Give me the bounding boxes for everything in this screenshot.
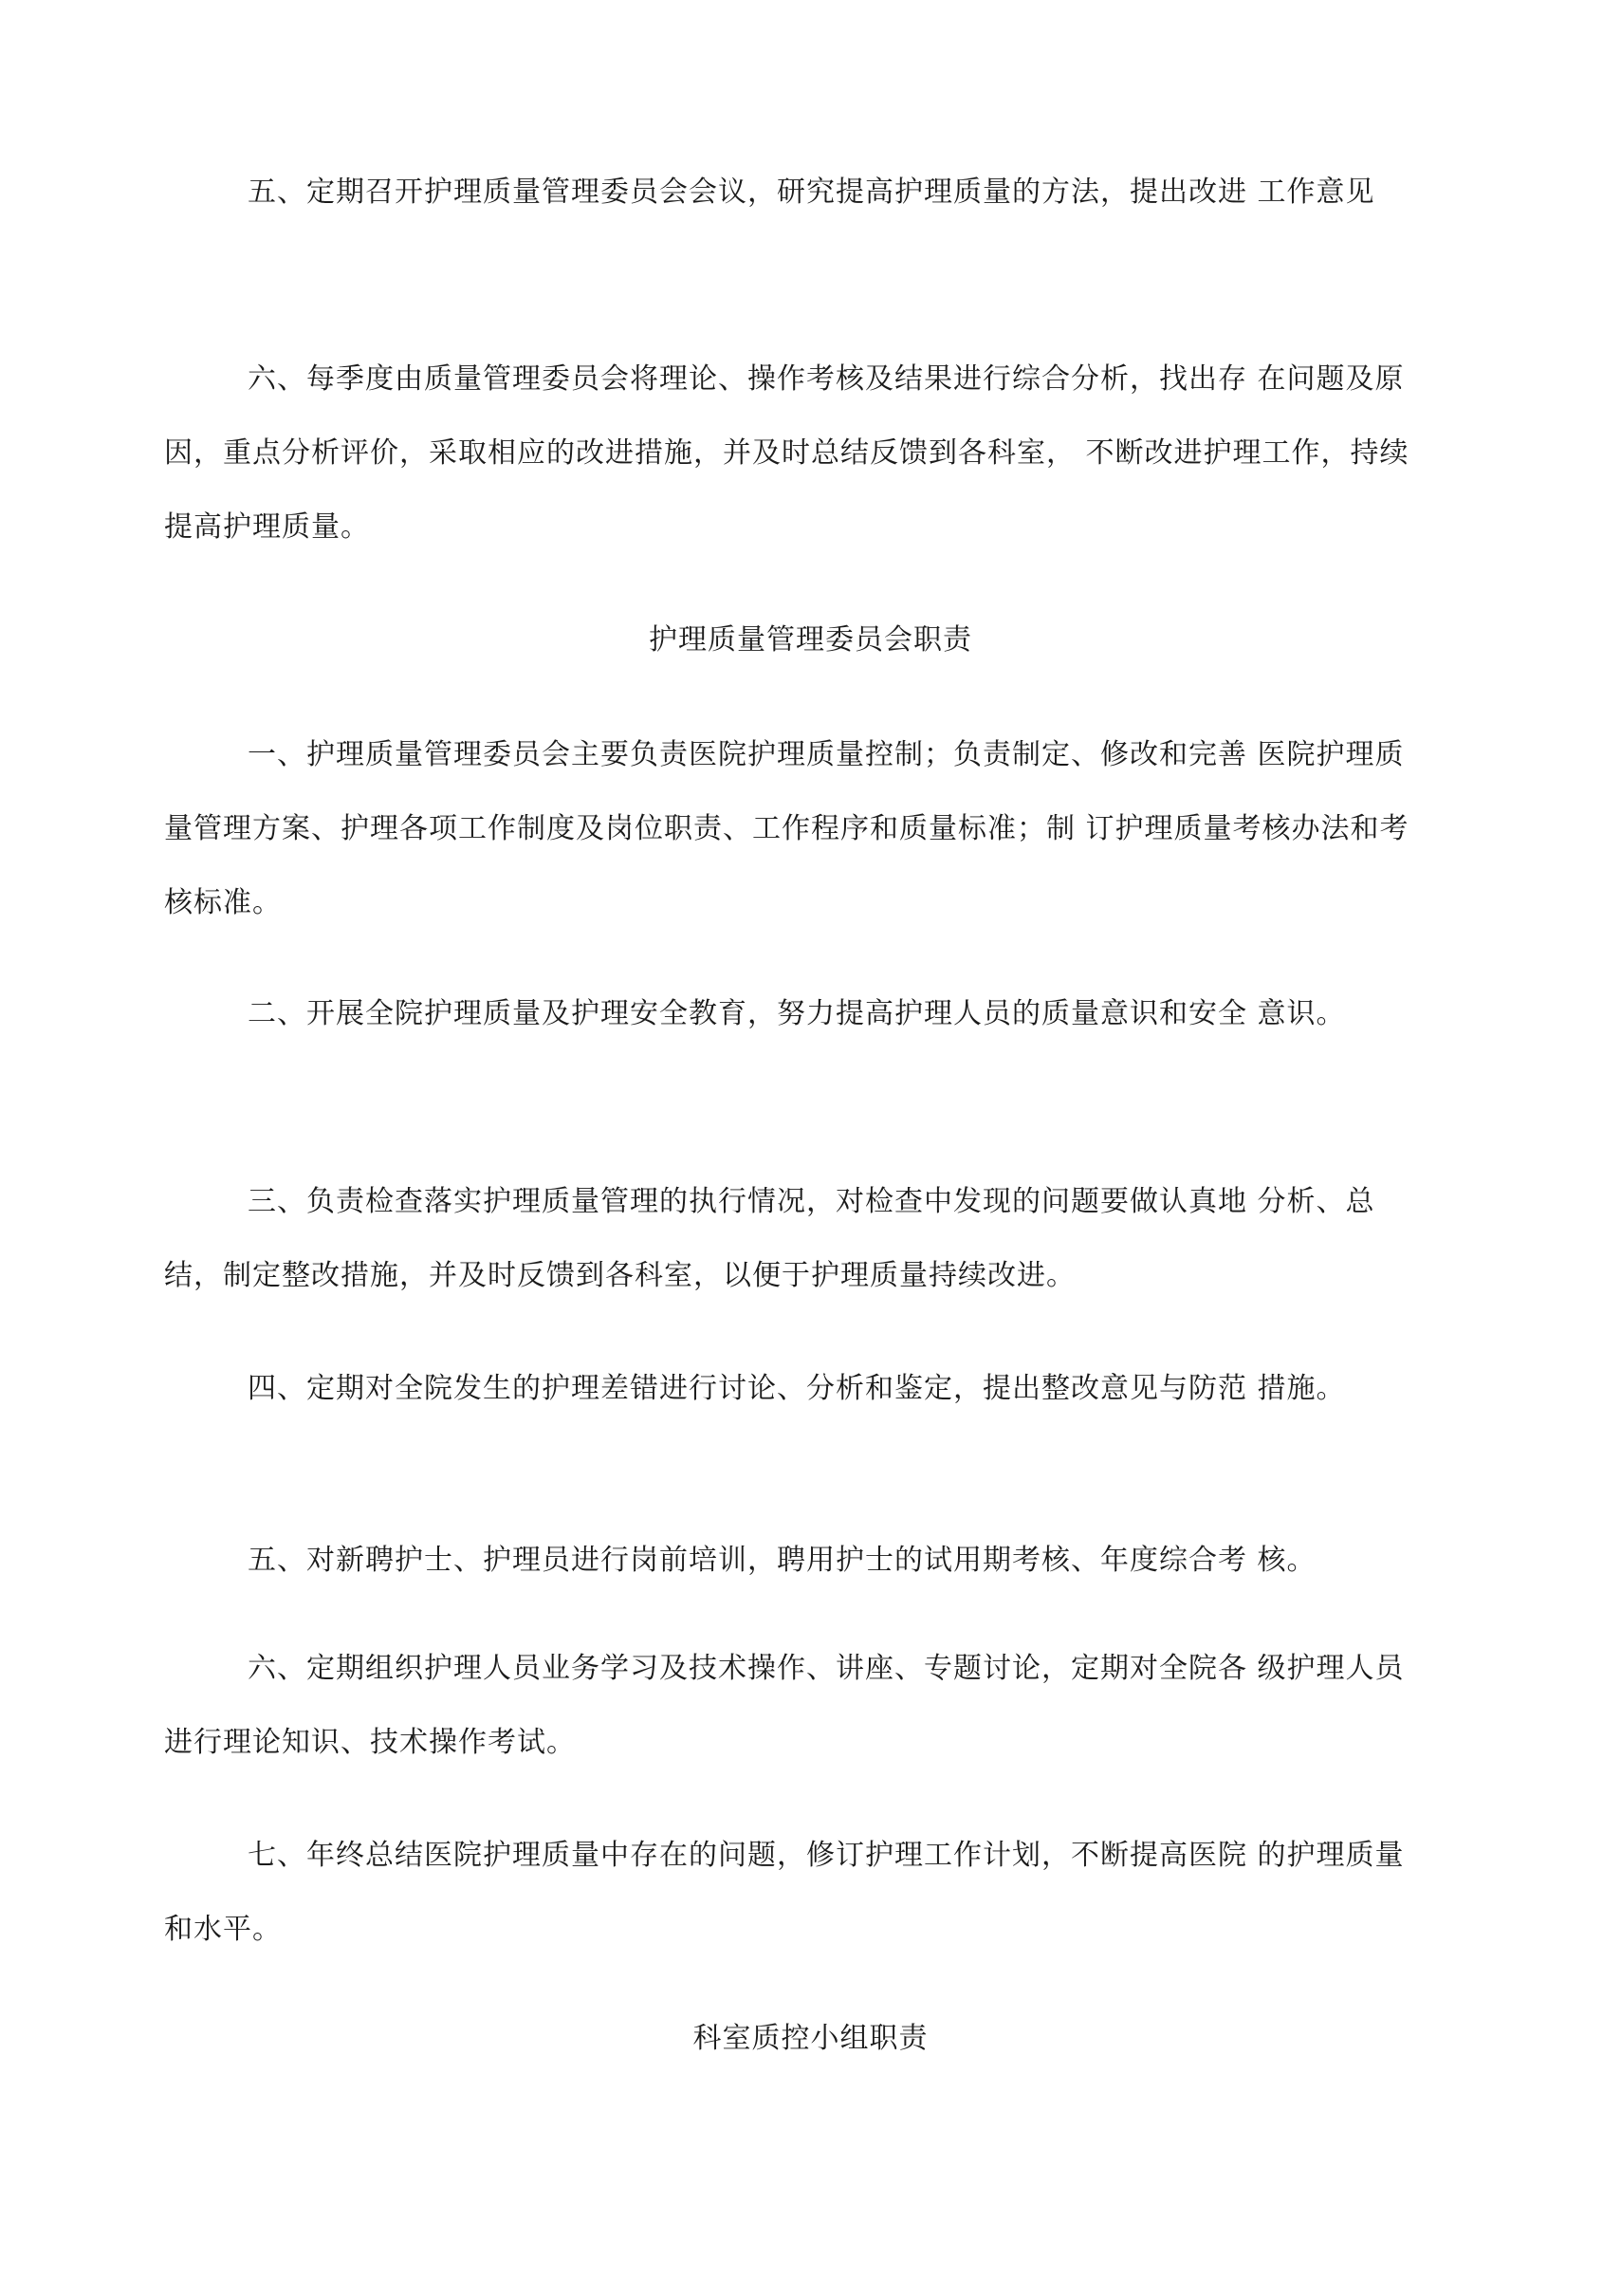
paragraph-7: 五、对新聘护士、护理员进行岗前培训，聘用护士的试用期考核、年度综合考 核。 (248, 1544, 1317, 1577)
paragraph-3: 一、护理质量管理委员会主要负责医院护理质量控制；负责制定、修改和完善 医院护理质量管理方案、护理各项工作制度及岗位职责、工作程序和质量标准；制 订护理质量考核办法和考核标准。 (164, 738, 1409, 919)
paragraph-6: 四、定期对全院发生的护理差错进行讨论、分析和鉴定，提出整改意见与防范 措施。 (248, 1372, 1346, 1405)
paragraph-1: 五、定期召开护理质量管理委员会会议，研究提高护理质量的方法，提出改进 工作意见 (248, 176, 1375, 209)
paragraph-5: 三、负责检查落实护理质量管理的执行情况，对检查中发现的问题要做认真地 分析、总结，制定整改措施，并及时反馈到各科室，以便于护理质量持续改进。 (164, 1185, 1375, 1292)
paragraph-2: 六、每季度由质量管理委员会将理论、操作考核及结果进行综合分析，找出存 在问题及原因，重点分析评价，采取相应的改进措施，并及时总结反馈到各科室， 不断改进护理工作，持续提高护理质量。 (164, 362, 1409, 544)
paragraph-9: 七、年终总结医院护理质量中存在的问题，修订护理工作计划，不断提高医院 的护理质量和水平。 (164, 1839, 1405, 1946)
paragraph-4: 二、开展全院护理质量及护理安全教育，努力提高护理人员的质量意识和安全 意识。 (248, 997, 1346, 1030)
paragraph-8: 六、定期组织护理人员业务学习及技术操作、讲座、专题讨论，定期对全院各 级护理人员进行理论知识、技术操作考试。 (164, 1652, 1405, 1759)
section-heading-dept-qc-group: 科室质控小组职责 (692, 2022, 929, 2055)
section-heading-committee-duties: 护理质量管理委员会职责 (649, 623, 972, 657)
